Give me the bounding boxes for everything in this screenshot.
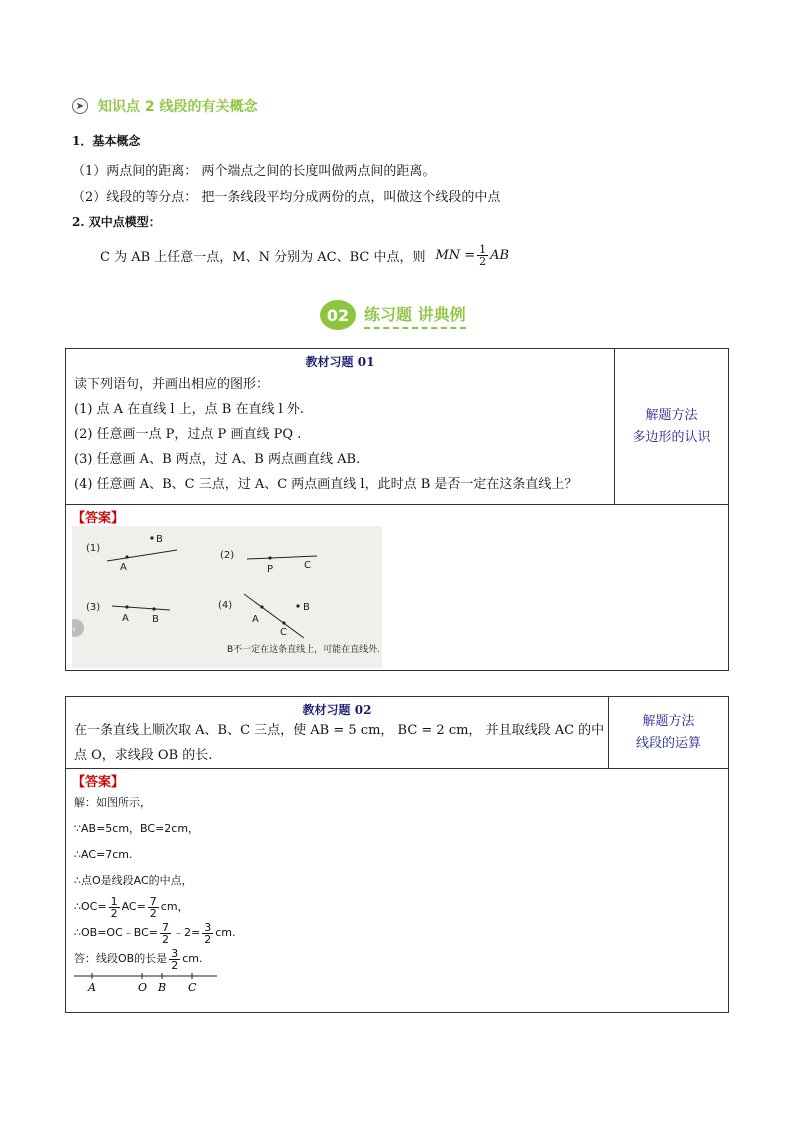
nl-point-a: A — [88, 981, 96, 994]
basic-item-1: （1）两点间的距离： 两个端点之间的长度叫做两点间的距离。 — [72, 164, 436, 179]
section-title: 知识点 2 线段的有关概念 — [98, 99, 258, 115]
exercise-1-line-0: 读下列语句，并画出相应的图形： — [74, 377, 270, 392]
sol-line-6 — [74, 920, 728, 946]
sol-line-1: 解：如图所示， — [74, 796, 151, 809]
exercise-1-answer — [66, 505, 729, 671]
sol-5b: AC= — [121, 900, 146, 913]
frac-3b-num: 3 — [171, 946, 179, 960]
method-text: 多边形的认识 — [632, 429, 711, 445]
exercise-1-question — [66, 349, 615, 505]
frac-half-num: 1 — [110, 894, 118, 908]
photo-point-p: P — [267, 564, 274, 575]
exercise-2-table — [65, 696, 729, 1013]
sol-line-4: ∴点O是线段AC的中点， — [74, 874, 193, 887]
model-heading: 2. 双中点模型： — [72, 215, 161, 229]
photo-point-c3: C — [280, 627, 287, 638]
number-line — [72, 972, 222, 994]
banner-badge: 02 — [320, 300, 356, 330]
exercise-1-method — [615, 349, 729, 505]
sol-7b: cm. — [182, 952, 203, 965]
photo-point-a2: A — [122, 613, 129, 624]
frac-half — [109, 896, 120, 919]
exercise-1-line-3: (3) 任意画 A、B 两点，过 A、B 两点画直线 AB. — [74, 452, 361, 467]
frac-7b-den: 2 — [162, 932, 170, 946]
frac-7-den: 2 — [149, 906, 157, 920]
photo-point-b: B — [156, 534, 163, 545]
fraction-numerator: 1 — [479, 243, 487, 256]
formula-fraction — [477, 244, 488, 267]
sol-6b: ﹣2= — [173, 926, 201, 939]
photo-point-b2: B — [152, 614, 159, 625]
answer-label: 【答案】 — [72, 511, 125, 526]
nl-point-c: C — [188, 981, 197, 994]
frac-seven-half — [148, 896, 159, 919]
fraction-denominator: 2 — [479, 255, 487, 268]
solution — [66, 790, 728, 972]
frac-7-num: 7 — [149, 894, 157, 908]
photo-label-1: (1) — [86, 543, 101, 554]
basic-item-2: （2）线段的等分点： 把一条线段平均分成两份的点，叫做这个线段的中点 — [72, 190, 501, 205]
exercise-2-method — [609, 697, 729, 769]
section-heading — [72, 96, 258, 116]
exercise-2-line-1: 在一条直线上顺次取 A、B、C 三点，使 AB = 5 cm， BC = 2 cm， 并且取线段 AC 的中 — [74, 723, 605, 738]
nl-point-o: O — [138, 981, 148, 994]
photo-point-a: A — [120, 562, 127, 573]
formula-lhs: MN = — [435, 248, 476, 263]
exercise-1-title: 教材习题 01 — [305, 355, 375, 369]
sol-6a: ∴OB=OC﹣BC= — [74, 926, 159, 939]
frac-three-half — [202, 922, 213, 945]
basic-heading: 1．基本概念 — [72, 134, 141, 148]
sol-line-3: ∴AC=7cm. — [74, 848, 133, 861]
answer-photo — [72, 526, 382, 668]
photo-prev-icon[interactable]: ‹ — [72, 624, 76, 635]
frac-7b-num: 7 — [162, 920, 170, 934]
frac-seven-half-2 — [160, 922, 171, 945]
photo-point-a3: A — [252, 614, 259, 625]
photo-note: B不一定在这条直线上，可能在直线外. — [227, 645, 381, 655]
exercise-2-question — [66, 697, 609, 769]
exercise-1-line-2: (2) 任意画一点 P，过点 P 画直线 PQ . — [74, 427, 302, 442]
exercise-2-title: 教材习题 02 — [302, 703, 372, 717]
model-text: C 为 AB 上任意一点，M、N 分别为 AC、BC 中点，则 — [100, 250, 426, 265]
photo-point-c: C — [304, 560, 311, 571]
exercise-1-line-4: (4) 任意画 A、B、C 三点，过 A、C 两点画直线 l，此时点 B 是否一定在这条直线上？ — [74, 477, 578, 492]
frac-3-num: 3 — [204, 920, 212, 934]
exercise-1-line-1: (1) 点 A 在直线 l 上，点 B 在直线 l 外. — [74, 402, 304, 417]
model-statement — [100, 244, 509, 267]
banner-title: 练习题 讲典例 — [364, 302, 466, 329]
nl-point-b: B — [158, 981, 167, 994]
frac-half-den: 2 — [110, 906, 118, 920]
frac-3-den: 2 — [204, 932, 212, 946]
exercise-2-answer — [66, 769, 729, 1013]
photo-label-2: (2) — [220, 550, 235, 561]
photo-point-b3: B — [303, 602, 310, 613]
method-label: 解题方法 — [645, 407, 698, 423]
sol-5a: ∴OC= — [74, 900, 107, 913]
frac-3b-den: 2 — [171, 958, 179, 972]
exercise-1-table — [65, 348, 729, 671]
sol-7a: 答：线段OB的长是 — [74, 952, 168, 965]
sol-line-2: ∵AB=5cm，BC=2cm， — [74, 822, 200, 835]
answer-label-2: 【答案】 — [72, 775, 125, 790]
sol-line-7 — [74, 946, 728, 972]
photo-label-4: (4) — [218, 600, 233, 611]
sol-6c: cm. — [215, 926, 236, 939]
method-label-2: 解题方法 — [642, 713, 695, 729]
chevron-right-circle-icon: ➤ — [72, 98, 88, 114]
method-text-2: 线段的运算 — [635, 735, 701, 751]
sol-line-5 — [74, 894, 728, 920]
photo-label-3: (3) — [86, 602, 101, 613]
frac-three-half-2 — [169, 948, 180, 971]
exercise-2-line-2: 点 O，求线段 OB 的长. — [74, 748, 213, 763]
practice-banner — [320, 300, 466, 330]
formula-rhs: AB — [490, 248, 510, 263]
sol-5c: cm， — [160, 900, 189, 913]
